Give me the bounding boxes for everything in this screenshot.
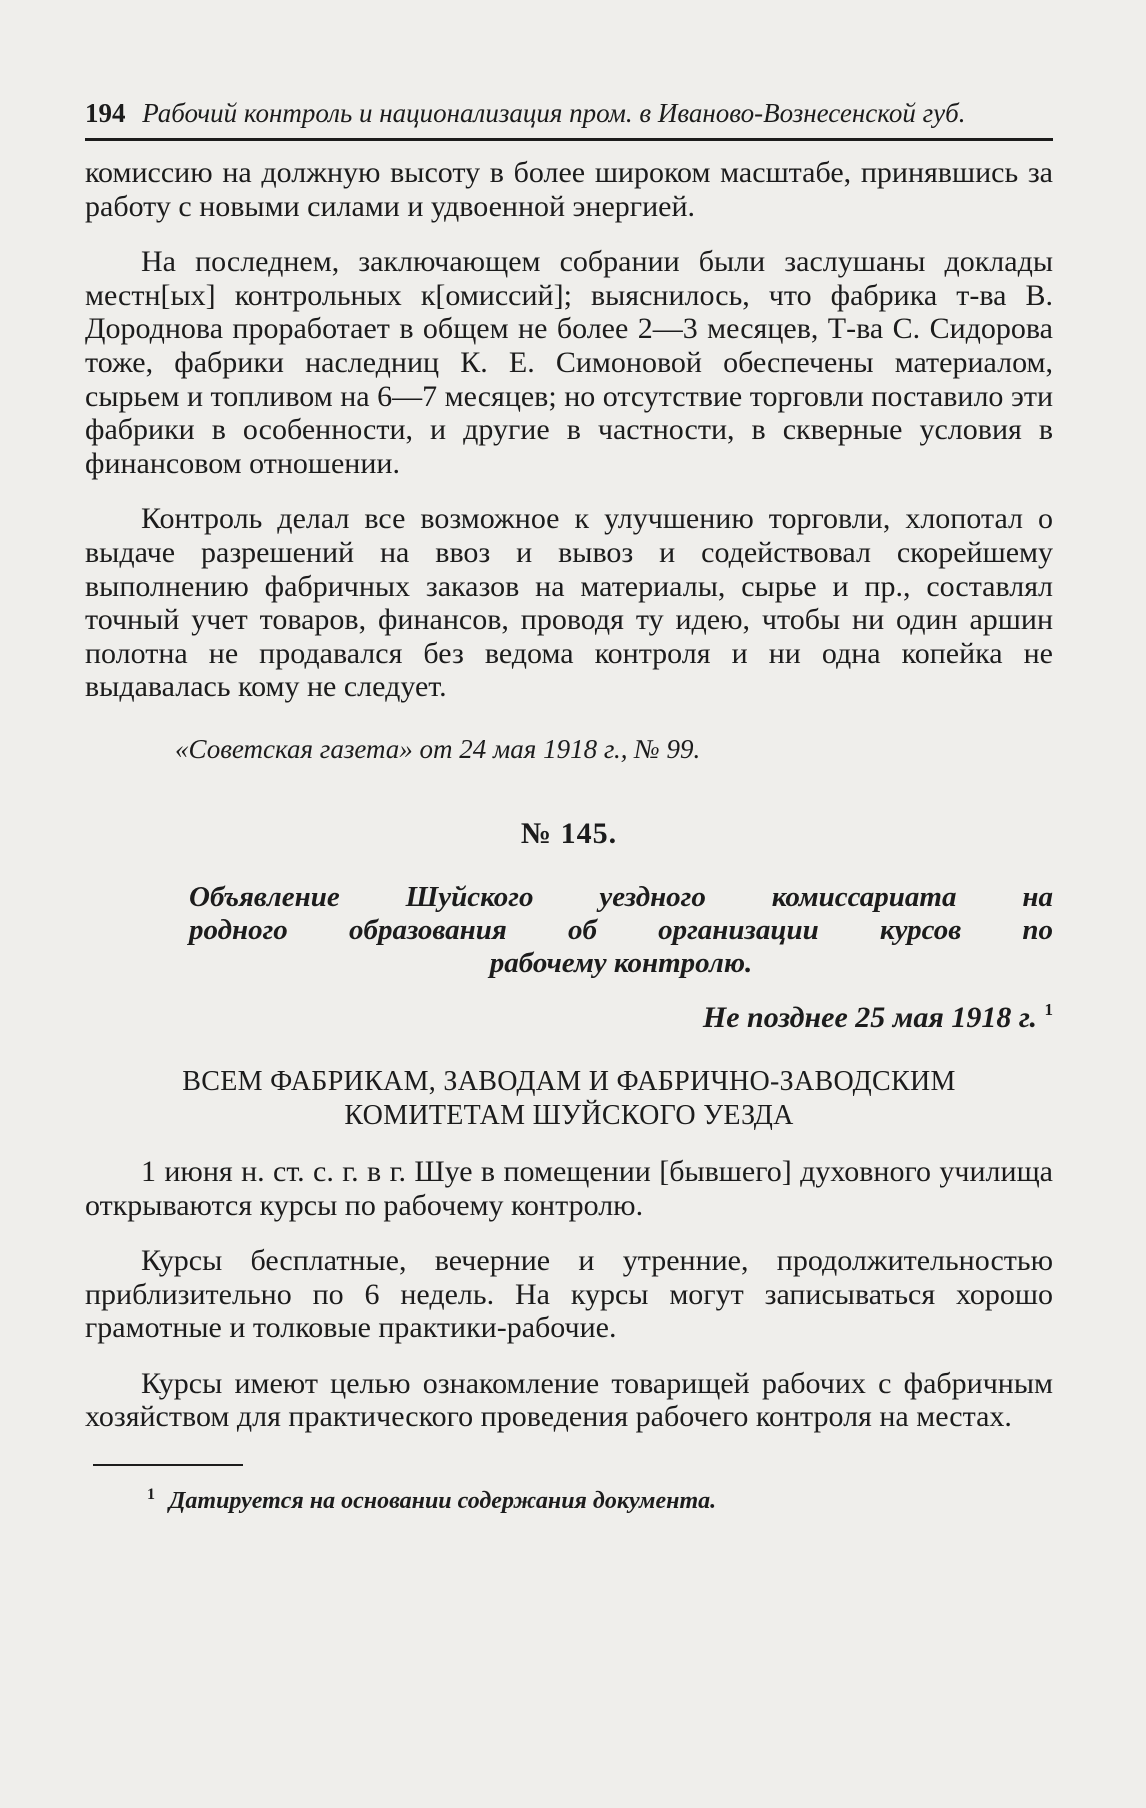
document-title-line: Объявление Шуйского уездного комиссариата на [189, 880, 1053, 913]
footnote-marker: 1 [147, 1486, 155, 1504]
document-date-text: Не позднее 25 мая 1918 г. [702, 1000, 1037, 1034]
footnote-text: Датируется на основании содержания документа. [169, 1488, 717, 1515]
header-rule [85, 138, 1053, 141]
footnote-reference: 1 [1044, 999, 1053, 1019]
paragraph-continued: комиссию на должную высоту в более широком масштабе, принявшись за работу с новыми силами и удвоенной энергией. [85, 156, 1053, 223]
document-title-line: родного образования об организации курсов по [189, 913, 1053, 946]
paragraph-courses-goal: Курсы имеют целью ознакомление товарищей рабочих с фабричным хозяйством для практического проведения рабочего контроля на местах. [85, 1366, 1053, 1434]
page-body [85, 156, 1053, 1515]
paragraph-courses-free: Курсы бесплатные, вечерние и утренние, продолжительностью приблизительно по 6 недель. На курсы могут записываться хорошо грамотные и толковые практики-рабочие. [85, 1244, 1053, 1345]
footnote [147, 1486, 1053, 1515]
paragraph-meeting: На последнем, заключающем собрании были заслушаны доклады местн[ых] контрольных к[омиссий]; выяснилось, что фабрика т-ва В. Дороднова проработает в общем не более 2—3 месяцев, Т-ва С. Сидорова тоже, фабрики наследниц К. Е. Симоновой обеспечены материалом, сырьем и топливом на 6—7 месяцев; но отсутствие торговли поставило эти фабрики в особенности, и другие в частности, в скверные условия в финансовом отношении. [85, 245, 1053, 480]
document-number: № 145. [520, 816, 618, 850]
addressee-line: ВСЕМ ФАБРИКАМ, ЗАВОДАМ И ФАБРИЧНО-ЗАВОДСКИМ [182, 1065, 956, 1097]
book-page [85, 78, 1053, 1798]
addressee [85, 1065, 1053, 1133]
document-date [85, 1000, 1053, 1035]
page-number: 194 [85, 98, 126, 128]
running-header [85, 98, 1053, 129]
paragraph-control: Контроль делал все возможное к улучшению торговли, хлопотал о выдаче разрешений на ввоз и вывоз и содействовал скорейшему выполнению фабричных заказов на материалы, сырье и пр., составлял точный учет товаров, финансов, проводя ту идею, чтобы ни один аршин полотна не продавался без ведома контроля и ни одна копейка не выдавалась кому не следует. [85, 502, 1053, 704]
running-title: Рабочий контроль и национализация пром. в Иваново-Вознесенской губ. [142, 98, 966, 128]
source-citation: «Советская газета» от 24 мая 1918 г., № 99. [175, 733, 701, 764]
document-title [189, 881, 1053, 980]
paragraph-courses-open: 1 июня н. ст. с. г. в г. Шуе в помещении [бывшего] духовного училища открываются курсы по рабочему контролю. [85, 1154, 1053, 1222]
document-title-line: рабочему контролю. [489, 946, 753, 979]
footnote-rule [93, 1464, 243, 1466]
addressee-line: КОМИТЕТАМ ШУЙСКОГО УЕЗДА [344, 1099, 794, 1131]
